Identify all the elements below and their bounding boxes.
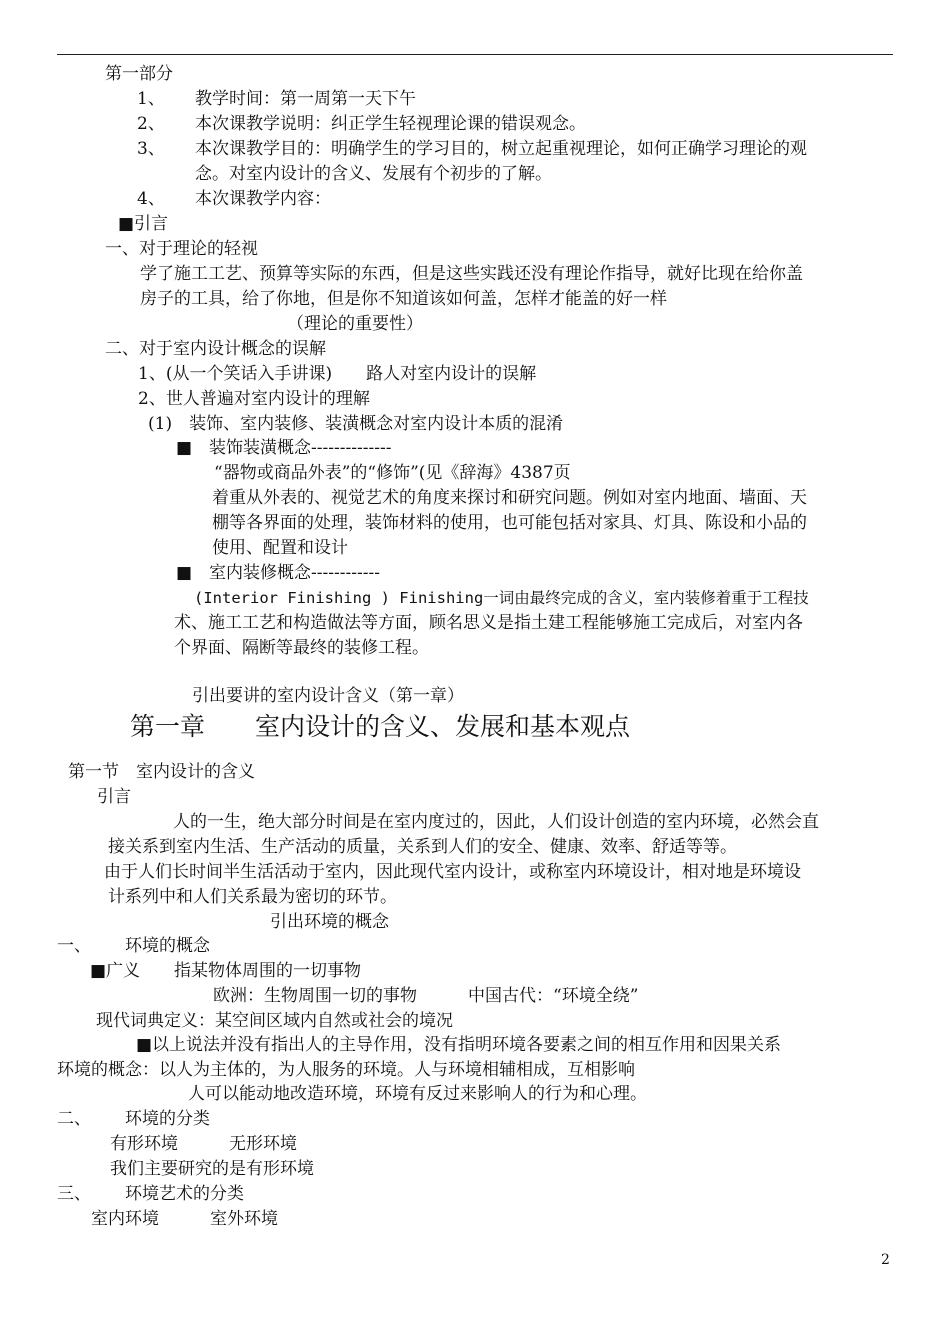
section-title: 第一节 室内设计的含义 xyxy=(68,762,255,782)
concept-1-title: ■ 装饰装潢概念-------------- xyxy=(176,438,392,458)
para-a-line: 人的一生，绝大部分时间是在室内度过的，因此，人们设计创造的室内环境，必然会直 xyxy=(173,812,819,832)
modern-dictionary-definition: 现代词典定义：某空间区域内自然或社会的境况 xyxy=(96,1011,453,1031)
section-1-para-line: 学了施工工艺、预算等实际的东西，但是这些实践还没有理论作指导，就好比现在给你盖 xyxy=(140,264,803,284)
item-number: 4、 xyxy=(137,189,165,209)
item-4 xyxy=(137,188,331,210)
item-3 xyxy=(137,138,807,160)
env-types: 有形环境 无形环境 xyxy=(110,1134,297,1154)
item-text: 本次课教学说明：纠正学生轻视理论课的错误观念。 xyxy=(195,114,586,134)
env-art-types: 室内环境 室外环境 xyxy=(91,1209,278,1229)
env-concept-line: 环境的概念：以人为主体的，为人服务的环境。人与环境相辅相成，互相影响 xyxy=(57,1060,635,1080)
env-heading-number: 二、 xyxy=(57,1109,91,1129)
concept-1-para-line: 棚等各界面的处理，装饰材料的使用，也可能包括对家具、灯具、陈设和小品的 xyxy=(212,513,807,533)
para-a-line: 接关系到室内生活、生产活动的质量，关系到人们的安全、健康、效率、舒适等等。 xyxy=(108,837,737,857)
env-heading-2 xyxy=(57,1108,210,1130)
env-heading-1 xyxy=(57,935,210,957)
para-b-line: 由于人们长时间半生活活动于室内，因此现代室内设计，或称室内环境设计，相对地是环境设 xyxy=(104,862,801,882)
env-heading-text: 环境的概念 xyxy=(125,936,210,956)
page-number: 2 xyxy=(881,1252,890,1268)
lead-chapter: 引出要讲的室内设计含义（第一章） xyxy=(192,686,464,706)
concept-1-definition: “器物或商品外表”的“修饰”(见《辞海》4387页 xyxy=(214,463,571,483)
env-heading-number: 一、 xyxy=(57,936,91,956)
env-heading-text: 环境艺术的分类 xyxy=(125,1184,244,1204)
item-text: 本次课教学内容： xyxy=(195,189,331,209)
critique-line: ■以上说法并没有指出人的主导作用，没有指明环境各要素之间的相互作用和因果关系 xyxy=(136,1035,782,1055)
concept-2-para-first-line: (Interior Finishing ) Finishing一词由最终完成的含义，室内装修着重于工程技 xyxy=(194,589,809,607)
para-b-line: 计系列中和人们关系最为密切的环节。 xyxy=(108,887,397,907)
item-text: 教学时间：第一周第一天下午 xyxy=(195,89,416,109)
item-3-continued: 念。对室内设计的含义、发展有个初步的了解。 xyxy=(195,164,552,184)
section-1-title: 一、对于理论的轻视 xyxy=(105,239,258,259)
concept-1-para-line: 着重从外表的、视觉艺术的角度来探讨和研究问题。例如对室内地面、墙面、天 xyxy=(212,488,807,508)
section-1-para-line: 房子的工具，给了你地，但是你不知道该如何盖，怎样才能盖的好一样 xyxy=(140,289,667,309)
item-text: 本次课教学目的：明确学生的学习目的，树立起重视理论，如何正确学习理论的观 xyxy=(195,139,807,159)
broad-definition: ■广义 指某物体周围的一切事物 xyxy=(90,961,362,981)
intro-label: 引言 xyxy=(97,787,131,807)
chapter-title: 第一章 室内设计的含义、发展和基本观点 xyxy=(130,712,631,741)
section-2-sub-2-1: (1) 装饰、室内装修、装潢概念对室内设计本质的混淆 xyxy=(148,414,564,434)
section-2-sub-2: 2、世人普遍对室内设计的理解 xyxy=(138,389,370,409)
section-2-title: 二、对于室内设计概念的误解 xyxy=(105,339,326,359)
item-1 xyxy=(137,88,416,110)
section-2-sub-1: 1、(从一个笑话入手讲课) 路人对室内设计的误解 xyxy=(138,364,537,384)
section-1-note: （理论的重要性） xyxy=(287,314,423,334)
header-rule xyxy=(57,54,893,55)
concept-1-para-line: 使用、配置和设计 xyxy=(212,538,348,558)
europe-china-definition: 欧洲：生物周围一切的事物 中国古代：“环境全绕” xyxy=(213,986,639,1006)
item-number: 1、 xyxy=(137,89,165,109)
intro-heading: ■引言 xyxy=(118,214,169,234)
env-heading-3 xyxy=(57,1183,244,1205)
concept-2-title: ■ 室内装修概念------------ xyxy=(176,563,380,583)
concept-2-para-line: 个界面、隔断等最终的装修工程。 xyxy=(174,638,429,658)
env-heading-number: 三、 xyxy=(57,1184,91,1204)
part-title: 第一部分 xyxy=(105,64,173,84)
lead-env: 引出环境的概念 xyxy=(270,912,389,932)
env-study-focus: 我们主要研究的是有形环境 xyxy=(110,1159,314,1179)
human-change-line: 人可以能动地改造环境，环境有反过来影响人的行为和心理。 xyxy=(188,1084,647,1104)
item-2 xyxy=(137,113,586,135)
item-number: 2、 xyxy=(137,114,165,134)
concept-2-para-line: 术、施工工艺和构造做法等方面，顾名思义是指土建工程能够施工完成后，对室内各 xyxy=(174,613,803,633)
env-heading-text: 环境的分类 xyxy=(125,1109,210,1129)
item-number: 3、 xyxy=(137,139,165,159)
